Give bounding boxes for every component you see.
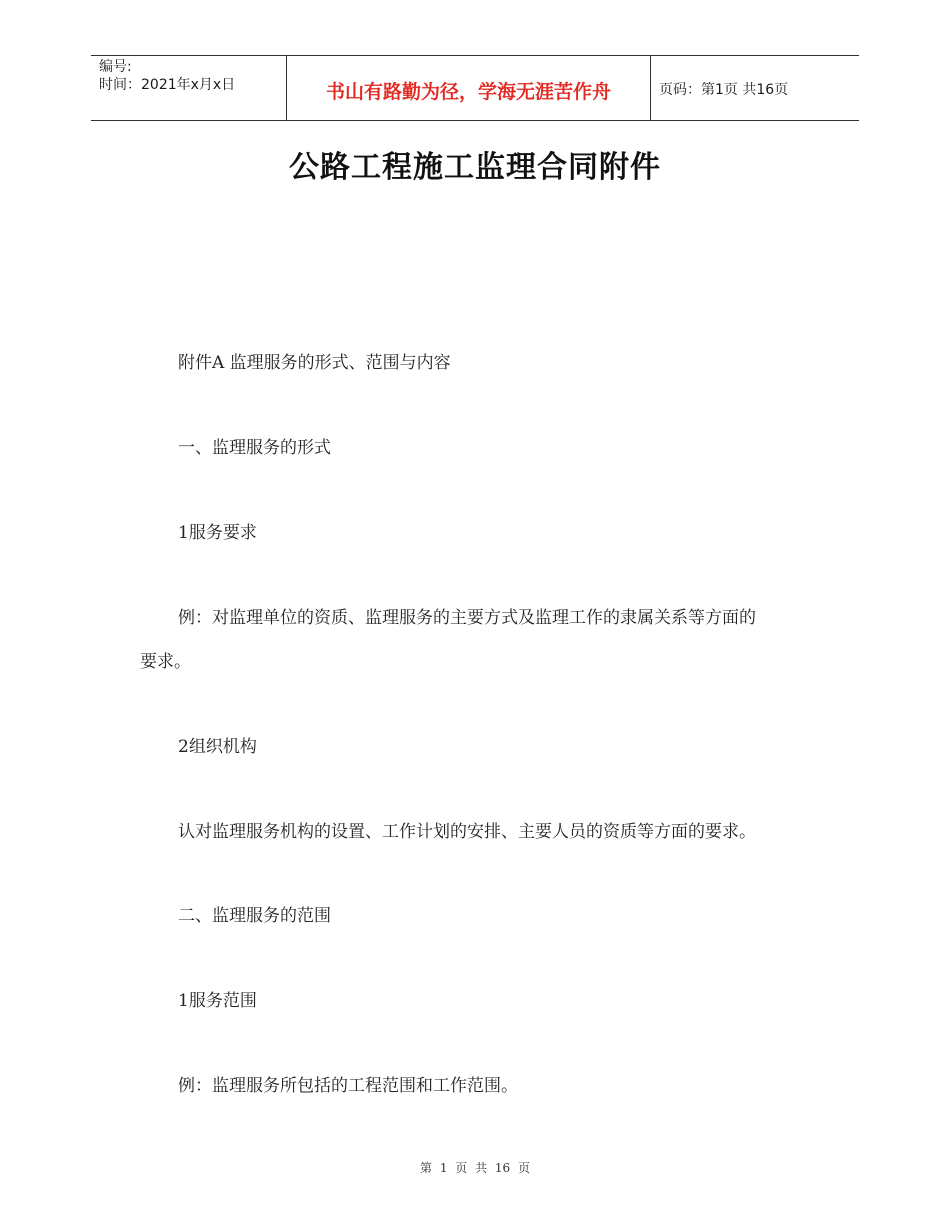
page-footer: 第 1 页 共 16 页 (420, 1161, 530, 1175)
subheading-organization: 2组织机构 (178, 737, 257, 757)
paragraph-requirements-example-cont: 要求。 (140, 652, 191, 672)
subheading-service-scope: 1服务范围 (178, 991, 257, 1011)
header-page-info: 页码：第1页 共16页 (659, 82, 789, 98)
subheading-service-requirements: 1服务要求 (178, 523, 257, 543)
paragraph-requirements-example: 例：对监理单位的资质、监理服务的主要方式及监理工作的隶属关系等方面的 (178, 608, 756, 628)
header-motto: 书山有路勤为径，学海无涯苦作舟 (287, 56, 651, 120)
paragraph-scope-example: 例：监理服务所包括的工程范围和工作范围。 (178, 1076, 518, 1096)
section-heading-form: 一、监理服务的形式 (178, 438, 331, 458)
paragraph-attachment-a: 附件A 监理服务的形式、范围与内容 (178, 353, 451, 373)
header-meta (91, 56, 287, 120)
paragraph-organization: 认对监理服务机构的设置、工作计划的安排、主要人员的资质等方面的要求。 (178, 822, 756, 842)
document-time-label: 时间：2021年x月x日 (99, 77, 236, 93)
page-header (91, 55, 859, 121)
section-heading-scope: 二、监理服务的范围 (178, 906, 331, 926)
document-title: 公路工程施工监理合同附件 (289, 150, 661, 185)
document-number-label: 编号: (99, 59, 132, 75)
